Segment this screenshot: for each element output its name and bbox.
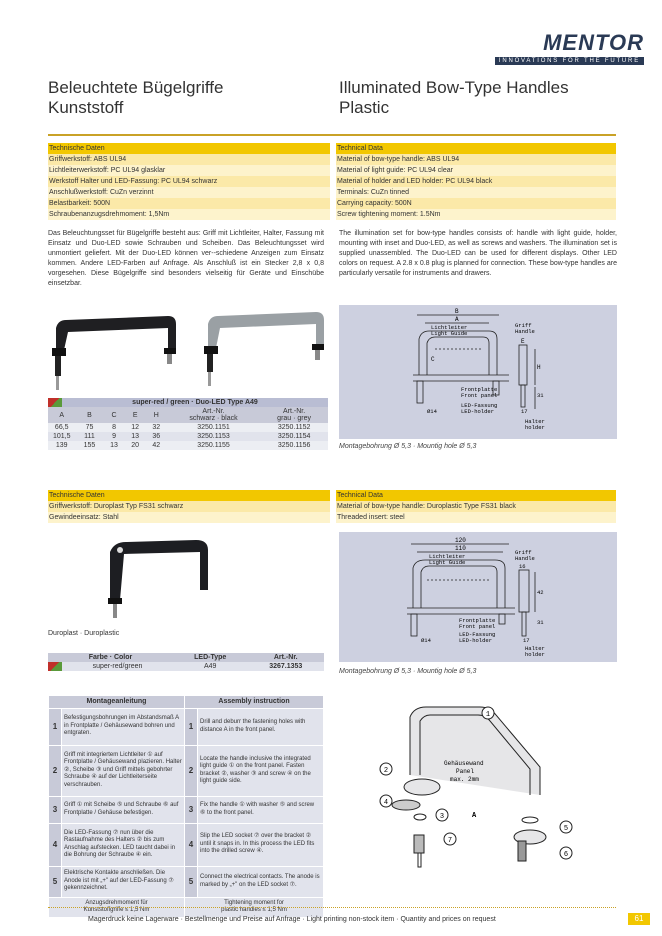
spec-cell: Lichtleiterwerkstoff: PC UL94 glasklar xyxy=(48,165,330,176)
cell: 139 xyxy=(55,442,68,449)
spec-cell: Griffwerkstoff: Duroplast Typ FS31 schwarz xyxy=(48,501,330,512)
footer-text: Magerdruck keine Lagerware · Bestellmenge und Preise auf Anfrage · Light printing non-stock item · Quantity and prices on request xyxy=(88,916,496,923)
assembly-diagram xyxy=(340,695,618,905)
spec-cell: Terminals: CuZn tinned xyxy=(336,187,616,198)
drawing-2-panel xyxy=(339,532,617,662)
label-led-holder: LED-holder xyxy=(461,408,495,415)
callout-2: 2 xyxy=(383,767,389,775)
callout-4: 4 xyxy=(383,799,389,807)
step-number: 5 xyxy=(185,867,197,897)
label-lichtleiter: Lichtleiter xyxy=(431,324,468,331)
step-text-de: Befestigungsbohrungen im Abstandsmaß A in Frontplatte / Gehäusewand bohren und entgraten. xyxy=(62,709,184,745)
label-frontplatte: Frontplatte xyxy=(459,617,496,624)
art-label: grau · grey xyxy=(277,415,312,422)
dim-31: 31 xyxy=(537,392,544,399)
title-de-line2: Kunststoff xyxy=(48,98,124,117)
step-number: 5 xyxy=(49,867,61,897)
title-de-line1: Beleuchtete Bügelgriffe xyxy=(48,78,224,97)
spec-cell: Screw tightening moment: 1.5Nm xyxy=(336,209,616,220)
step-number: 2 xyxy=(49,746,61,796)
label-panel: Panel xyxy=(456,768,475,775)
description-en: The illumination set for bow-type handles consists of: handle with light guide, holder, mounting with inset and Duo-LED, as well as screws and washers. The illumination set is supplied unassembled. The Duo-LED can be used for different displays. Other LED colors on request. A 2.8 x 0.8 plug is planned for connection. These bow-type handles are particularly versatile for instruments and drawers. xyxy=(339,230,617,277)
description-de: Das Beleuchtungsset für Bügelgriffe besteht aus: Griff mit Lichtleiter, Halter, Fassung mit Einsatz und Duo-LED sowie Schrauben und Scheiben. Das Beleuchtungsset wird unmontiert geliefert. Mit der Duo-LED können ver--schiedene Anzeigen zum Einsatz kommen. Andere LED-Farben auf Anfrage. Als Anschluß ist ein Stecker 2,8 x 0,8 vorgesehen. Diese Bügelgriffe sind besonders vielseitig für Geräte und Einschübe einsetzbar. xyxy=(48,230,324,287)
dim-17: 17 xyxy=(523,637,530,644)
cell: 3250.1152 xyxy=(277,424,311,431)
step-number: 4 xyxy=(49,824,61,866)
logo-wordmark: MENTOR xyxy=(543,30,644,55)
cell: 9 xyxy=(112,433,117,440)
instr-row xyxy=(49,709,323,745)
dim-42: 42 xyxy=(537,589,544,596)
spec-cell: Technische Daten xyxy=(48,143,330,154)
spec-cell: Material of light guide: PC UL94 clear xyxy=(336,165,616,176)
instr-row xyxy=(49,746,323,796)
dim-a: A xyxy=(455,316,459,323)
label-gehausewand: Gehäusewand xyxy=(444,760,484,767)
art-label: schwarz · black xyxy=(189,415,238,422)
cell: 3267.1353 xyxy=(269,663,303,670)
label-handle: Handle xyxy=(515,328,535,335)
cell: 101,5 xyxy=(52,433,71,440)
col-e: E xyxy=(132,411,138,419)
spec-cell: Material of bow-type handle: ABS UL94 xyxy=(336,154,616,165)
label-max: max. 2mm xyxy=(450,776,479,783)
color-swatch-icon xyxy=(48,662,62,671)
cell: 36 xyxy=(152,433,161,440)
gold-rule xyxy=(48,134,616,136)
grey-handle-image xyxy=(204,312,324,386)
spec-cell: Technical Data xyxy=(336,490,616,501)
label-led-fassung: LED-Fassung xyxy=(459,631,496,638)
cell: 75 xyxy=(85,424,94,431)
spec2-table-de xyxy=(48,490,330,523)
spec-cell: Threaded insert: steel xyxy=(336,512,616,523)
label-holder: holder xyxy=(525,651,545,658)
cell: 32 xyxy=(152,424,161,431)
dim-a: A xyxy=(472,812,477,820)
spec-cell: Anschlußwerkstoff: CuZn verzinnt xyxy=(48,187,330,198)
col-h: H xyxy=(153,411,159,419)
spec-table-de xyxy=(48,143,330,220)
dim-16: 16 xyxy=(519,563,526,570)
spec-cell: Technische Daten xyxy=(48,490,330,501)
page-number: 61 xyxy=(628,913,650,925)
dim-120: 120 xyxy=(455,537,466,544)
label-lichtleiter: Lichtleiter xyxy=(429,553,466,560)
spec-cell: Schraubenanzugsdrehmoment: 1,5Nm xyxy=(48,209,330,220)
step-number: 1 xyxy=(49,709,61,745)
handle-photos xyxy=(48,310,330,396)
instr-row xyxy=(49,824,323,866)
col-led-type: LED-Type xyxy=(194,654,227,661)
footer-line: plastic handles ≤ 1,5 Nm xyxy=(221,907,287,913)
step-number: 3 xyxy=(49,797,61,823)
label-handle: Handle xyxy=(515,555,535,562)
step-number: 2 xyxy=(185,746,197,796)
technical-drawing-2 xyxy=(339,532,617,662)
footer-line: Tightening moment for xyxy=(224,899,284,906)
step-text-en: Drill and deburr the fastening holes with distance A in the front panel. xyxy=(198,709,323,745)
col-color: Farbe · Color xyxy=(88,654,133,661)
instructions-table xyxy=(48,695,324,918)
label-halter: Halter xyxy=(525,645,545,652)
dim-110: 110 xyxy=(455,545,466,552)
table-row xyxy=(48,662,324,671)
article-table-2 xyxy=(48,653,324,671)
caption-2: Montagebohrung Ø 5,3 · Mountig hole Ø 5,3 xyxy=(339,668,477,675)
cell: 111 xyxy=(84,433,95,440)
label-holder: holder xyxy=(525,424,545,431)
cell: 3250.1153 xyxy=(197,433,230,440)
spec-cell: Material of holder and LED holder: PC UL94 black xyxy=(336,176,616,187)
step-text-en: Connect the electrical contacts. The anode is marked by „+" on the LED socket ⑦. xyxy=(198,867,323,897)
step-text-en: Locate the handle inclusive the integrated light guide ① on the front panel. Fasten bracket ②, washer ③ and screw ④ on the light guide side. xyxy=(198,746,323,796)
title-en xyxy=(339,78,569,118)
label-led-holder: LED-holder xyxy=(459,637,493,644)
duroplast-label: Duroplast · Duroplastic xyxy=(48,630,120,637)
instr-row xyxy=(49,797,323,823)
instr-en-header: Assembly instruction xyxy=(185,696,323,708)
step-number: 3 xyxy=(185,797,197,823)
cell: 155 xyxy=(83,442,96,449)
spec-cell: Material of bow-type handle: Duroplastic Type FS31 black xyxy=(336,501,616,512)
callout-1: 1 xyxy=(485,711,491,719)
cell: 20 xyxy=(131,442,140,449)
cell: 3250.1156 xyxy=(277,442,311,449)
dim-17: 17 xyxy=(521,408,528,415)
caption-1: Montagebohrung Ø 5,3 · Mountig hole Ø 5,3 xyxy=(339,443,477,450)
table1-header: super-red / green · Duo-LED Type A49 xyxy=(62,398,328,407)
label-front-panel: Front panel xyxy=(459,623,496,630)
title-de xyxy=(48,78,223,118)
step-text-en: Fix the handle ① with washer ⑤ and screw ⑥ to the front panel. xyxy=(198,797,323,823)
cell: A49 xyxy=(203,663,217,670)
dim-31: 31 xyxy=(537,619,544,626)
footer-line: Anzugsdrehmoment für xyxy=(85,899,148,906)
label-light-guide: Light Guide xyxy=(431,330,468,337)
black-handle-image xyxy=(52,316,176,390)
dim-b: B xyxy=(455,308,459,315)
spec-cell: Werkstoff Halter und LED-Fassung: PC UL94 schwarz xyxy=(48,176,330,187)
cell: 13 xyxy=(131,433,140,440)
col-art-black xyxy=(167,407,260,423)
callout-3: 3 xyxy=(439,813,445,821)
step-text-en: Slip the LED socket ⑦ over the bracket ② until it snaps in. In this process the LED fits into the drilled screw ④. xyxy=(198,824,323,866)
cell: super-red/green xyxy=(92,663,143,670)
footer-line: Kunststoffgriffe ≤ 1,5 Nm xyxy=(83,907,150,913)
logo-tagline: INNOVATIONS FOR THE FUTURE xyxy=(495,57,644,65)
callout-7: 7 xyxy=(447,837,453,845)
art-label: Art.-Nr. xyxy=(202,408,225,415)
label-front-panel: Front panel xyxy=(461,392,498,399)
step-text-de: Elektrische Kontakte anschließen. Die Anode ist mit „+" auf der LED-Fassung ⑦ gekennzeichnet. xyxy=(62,867,184,897)
dim-d14: Ø14 xyxy=(427,408,437,415)
label-led-fassung: LED-Fassung xyxy=(461,402,498,409)
cell: 3250.1151 xyxy=(197,424,230,431)
step-text-de: Griff ① mit Scheibe ⑤ und Schraube ⑥ auf Frontplatte / Gehäuse befestigen. xyxy=(62,797,184,823)
col-c: C xyxy=(111,411,117,419)
footer-rule xyxy=(48,907,616,908)
dim-h: H xyxy=(537,364,541,371)
callout-5: 5 xyxy=(563,825,569,833)
spec2-table-en xyxy=(336,490,616,523)
cell: 42 xyxy=(152,442,161,449)
label-halter: Halter xyxy=(525,418,545,425)
dim-d14: Ø14 xyxy=(421,637,431,644)
mentor-logo xyxy=(495,30,644,65)
col-b: B xyxy=(87,411,92,419)
instr-row xyxy=(49,867,323,897)
cell: 12 xyxy=(131,424,140,431)
table-row xyxy=(48,432,328,441)
label-frontplatte: Frontplatte xyxy=(461,386,498,393)
art-label: Art.-Nr. xyxy=(283,408,306,415)
duroplast-handle-image xyxy=(60,528,220,620)
cell: 13 xyxy=(110,442,118,449)
label-light-guide: Light Guide xyxy=(429,559,466,566)
drawing-1-panel xyxy=(339,305,617,439)
color-swatch-icon xyxy=(48,398,62,407)
title-en-line2: Plastic xyxy=(339,98,390,117)
spec-cell: Carrying capacity: 500N xyxy=(336,198,616,209)
spec-table-en xyxy=(336,143,616,220)
step-text-de: Griff mit integriertem Lichtleiter ① auf Frontplatte / Gehäusewand plazieren. Halter ②, Scheibe ③ und Griff mittels gebohrter Schraube ④ auf der Lichtleiterseite verschrauben. xyxy=(62,746,184,796)
step-text-de: Die LED-Fassung ⑦ nun über die Rastaufnahme des Halters ② bis zum Anschlag aufstecken. LED taucht dabei in die Bohrung der Schraube ④ ein. xyxy=(62,824,184,866)
col-a: A xyxy=(59,411,65,419)
dim-e: E xyxy=(521,338,525,345)
callout-6: 6 xyxy=(563,851,569,859)
dim-c: C xyxy=(431,356,435,363)
technical-drawing-1 xyxy=(339,305,617,439)
instr-de-header: Montageanleitung xyxy=(49,696,184,708)
spec-cell: Belastbarkeit: 500N xyxy=(48,198,330,209)
col-art: Art.-Nr. xyxy=(273,654,298,661)
label-griff: Griff xyxy=(515,322,532,329)
cell: 3250.1154 xyxy=(277,433,311,440)
cell: 3250.1155 xyxy=(197,442,230,449)
spec-cell: Griffwerkstoff: ABS UL94 xyxy=(48,154,330,165)
step-number: 1 xyxy=(185,709,197,745)
label-griff: Griff xyxy=(515,549,532,556)
cell: 66,5 xyxy=(54,424,69,431)
table-row xyxy=(48,423,328,432)
spec-cell: Gewindeeinsatz: Stahl xyxy=(48,512,330,523)
title-en-line1: Illuminated Bow-Type Handles xyxy=(339,78,569,97)
step-number: 4 xyxy=(185,824,197,866)
spec-cell: Technical Data xyxy=(336,143,616,154)
table-row xyxy=(48,441,328,450)
col-art-grey xyxy=(260,407,328,423)
cell: 8 xyxy=(112,424,117,431)
article-table-1 xyxy=(48,398,328,450)
